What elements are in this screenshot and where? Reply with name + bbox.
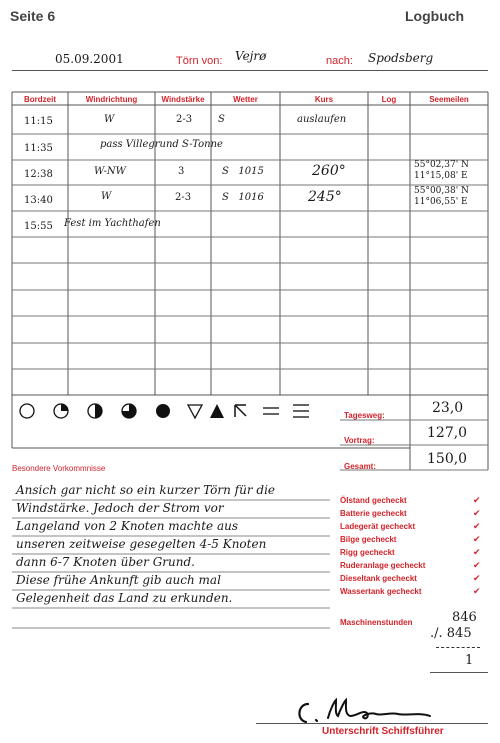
table-row-time: 12:38	[24, 169, 53, 180]
remarks-line: Langeland von 2 Knoten machte aus	[16, 519, 238, 533]
table-row-position: 55°02,37' N 11°15,08' E	[414, 160, 469, 181]
checkmark-icon: ✔	[473, 547, 481, 557]
engine-hours-result: 1	[465, 653, 474, 668]
checklist-item: Dieseltank gecheckt	[340, 574, 417, 583]
col-header-bordzeit: Bordzeit	[24, 95, 56, 104]
table-row-weather: S	[218, 114, 225, 125]
checkmark-icon: ✔	[473, 586, 481, 596]
checklist-item: Rigg gecheckt	[340, 548, 395, 557]
table-row-position: 55°00,38' N 11°06,55' E	[414, 186, 469, 207]
tagesweg-label: Tagesweg:	[344, 411, 385, 420]
table-row-wind-force: 2-3	[175, 192, 192, 203]
signature-line	[256, 723, 488, 724]
remarks-line: Diese frühe Ankunft gib auch mal	[16, 573, 221, 587]
signature-label: Unterschrift Schiffsführer	[322, 726, 444, 737]
checklist-item: Ruderanlage gecheckt	[340, 561, 426, 570]
remarks-heading: Besondere Vorkommnisse	[12, 464, 106, 473]
table-row-time: 15:55	[24, 221, 53, 232]
engine-hours-current: 846	[452, 610, 477, 625]
engine-hours-underline	[430, 672, 488, 673]
col-header-seemeilen: Seemeilen	[429, 95, 469, 104]
engine-hours-previous: ./. 845	[430, 626, 472, 641]
table-row-time: 13:40	[24, 195, 53, 206]
table-row-note: pass Villegrund S-Tonne	[100, 139, 223, 150]
checklist-item: Batterie gecheckt	[340, 509, 407, 518]
trip-date: 05.09.2001	[55, 52, 124, 66]
checklist-item: Wassertank gecheckt	[340, 587, 422, 596]
table-row-wind-dir: W-NW	[94, 166, 126, 177]
vortrag-label: Vortrag:	[344, 436, 375, 445]
table-row-weather: S 1015	[222, 166, 264, 177]
checkmark-icon: ✔	[473, 534, 481, 544]
table-row-wind-dir: W	[101, 191, 112, 202]
table-row-wind-force: 2-3	[176, 114, 193, 125]
table-row-course: 260°	[312, 163, 346, 179]
from-label: Törn von:	[176, 55, 223, 67]
checklist-item: Bilge gecheckt	[340, 535, 397, 544]
remarks-line: Windstärke. Jedoch der Strom vor	[16, 501, 224, 515]
page-label: Seite 6	[10, 8, 56, 24]
to-value: Spodsberg	[368, 51, 434, 65]
checkmark-icon: ✔	[473, 521, 481, 531]
checklist-item: Ladegerät gecheckt	[340, 522, 416, 531]
checklist-item: Ölstand gecheckt	[340, 496, 407, 505]
gesamt-label: Gesamt:	[344, 462, 377, 471]
col-header-windstaerke: Windstärke	[161, 95, 205, 104]
checkmark-icon: ✔	[473, 495, 481, 505]
col-header-wetter: Wetter	[233, 95, 258, 104]
from-value: Vejrø	[235, 49, 267, 63]
table-row-time: 11:35	[24, 143, 53, 154]
gesamt-value: 150,0	[427, 451, 468, 467]
remarks-line: dann 6-7 Knoten über Grund.	[16, 555, 195, 569]
checkmark-icon: ✔	[473, 508, 481, 518]
to-label: nach:	[326, 55, 353, 67]
remarks-line: Gelegenheit das Land zu erkunden.	[16, 591, 233, 605]
tagesweg-value: 23,0	[432, 400, 464, 416]
checkmark-icon: ✔	[473, 560, 481, 570]
col-header-log: Log	[381, 95, 397, 104]
table-row-time: 11:15	[24, 116, 53, 127]
table-row-course: 245°	[308, 189, 342, 205]
vortrag-value: 127,0	[427, 425, 468, 441]
checkmark-icon: ✔	[473, 573, 481, 583]
col-header-kurs: Kurs	[314, 95, 334, 104]
engine-hours-divider	[436, 647, 480, 648]
table-row-wind-force: 3	[178, 166, 185, 177]
table-row-note: Fest im Yachthafen	[64, 218, 161, 229]
table-row-weather: S 1016	[222, 192, 264, 203]
table-row-wind-dir: W	[104, 114, 115, 125]
remarks-line: unseren zeitweise gesegelten 4-5 Knoten	[16, 537, 267, 551]
book-title: Logbuch	[405, 8, 465, 24]
engine-hours-label: Maschinenstunden	[340, 618, 413, 627]
remarks-line: Ansich gar nicht so ein kurzer Törn für die	[16, 483, 276, 497]
col-header-windrichtung: Windrichtung	[85, 95, 138, 104]
table-row-course: auslaufen	[297, 114, 347, 125]
